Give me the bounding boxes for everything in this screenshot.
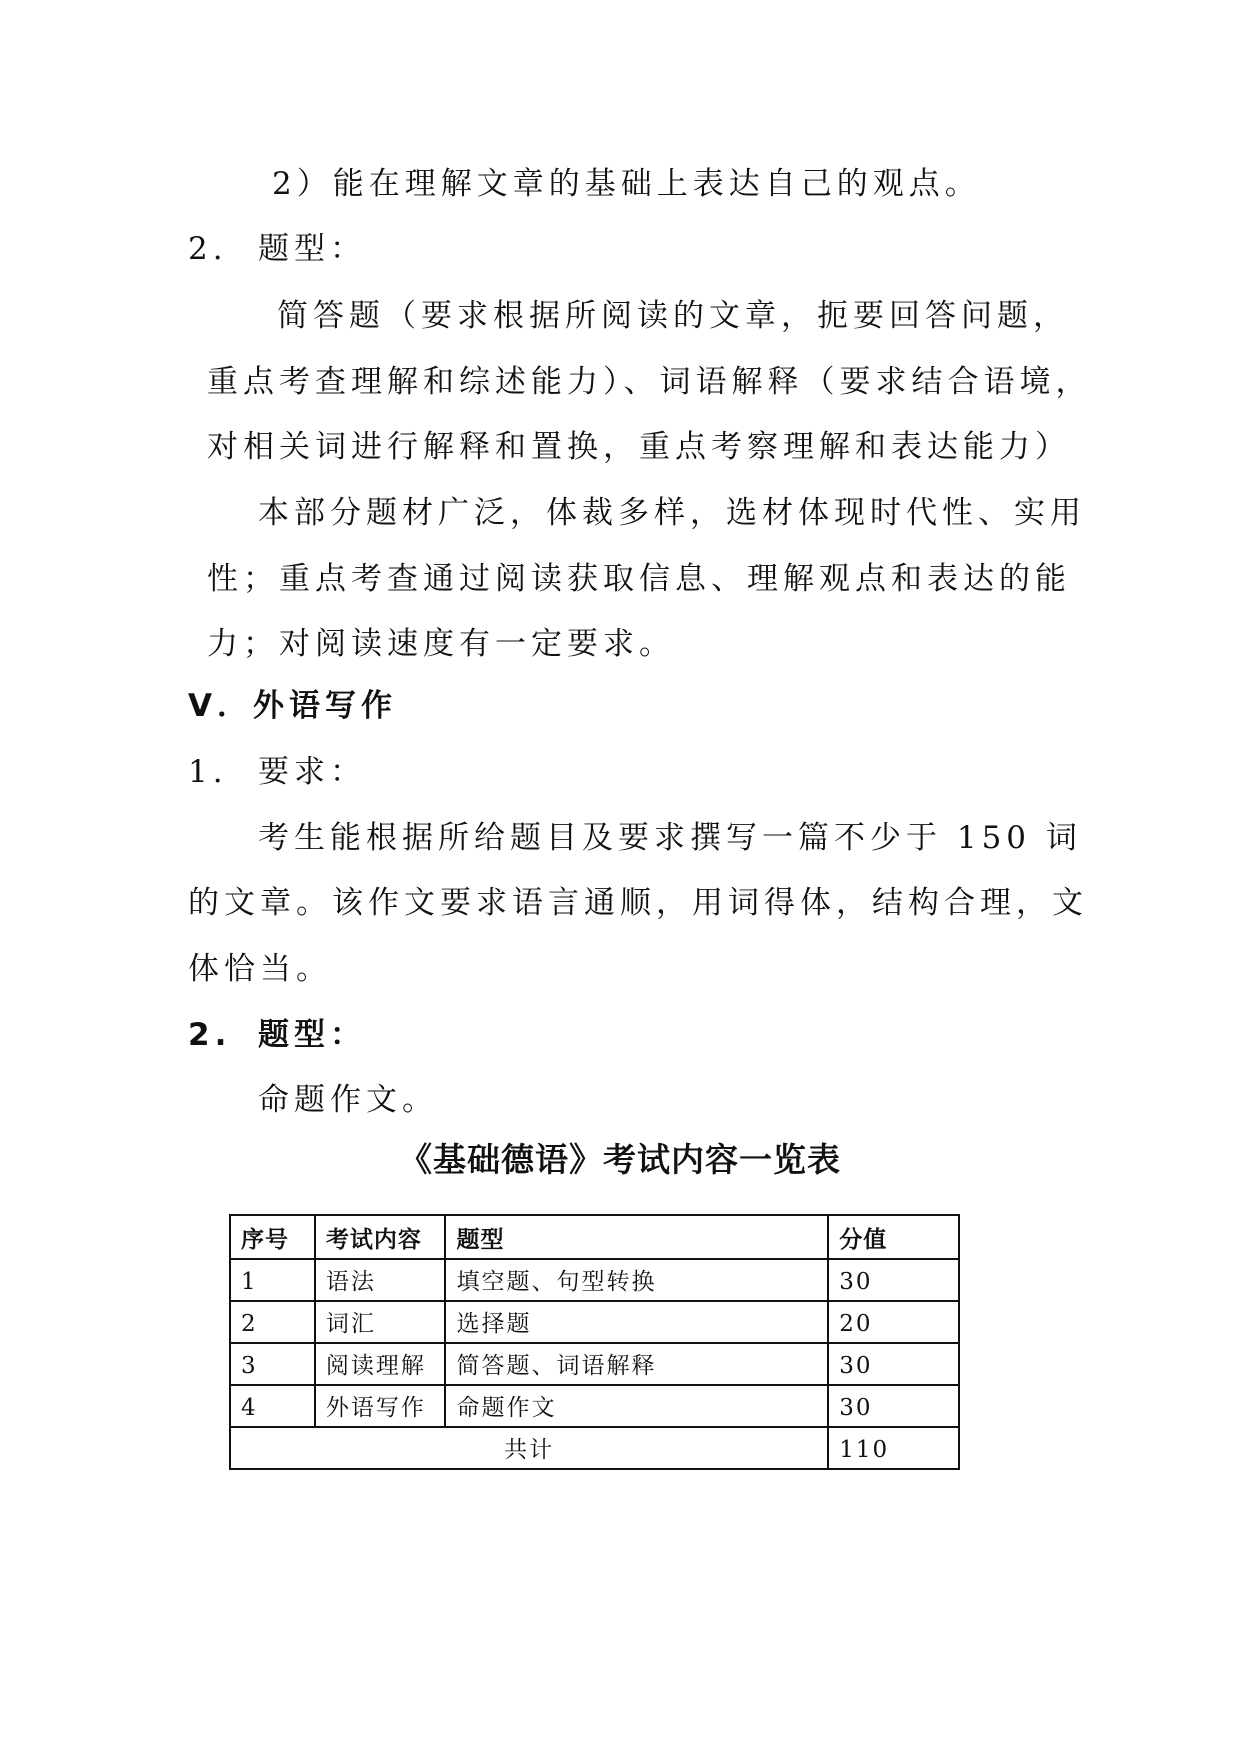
table-cell: 20 bbox=[828, 1301, 959, 1343]
table-cell: 选择题 bbox=[445, 1301, 828, 1343]
table-cell: 30 bbox=[828, 1343, 959, 1385]
table-row bbox=[230, 1259, 959, 1301]
table-cell: 2 bbox=[230, 1301, 315, 1343]
table-cell: 简答题、词语解释 bbox=[445, 1343, 828, 1385]
paragraph-line: 本部分题材广泛，体裁多样，选材体现时代性、实用 bbox=[258, 495, 1086, 531]
total-value-cell: 110 bbox=[828, 1427, 959, 1469]
section-heading-writing: V．外语写作 bbox=[188, 688, 397, 724]
table-total-row bbox=[230, 1427, 959, 1469]
paragraph-line: 性；重点考查通过阅读获取信息、理解观点和表达的能 bbox=[207, 561, 1071, 597]
table-cell: 4 bbox=[230, 1385, 315, 1427]
subsection-question-type-writing bbox=[188, 1015, 366, 1055]
table-row bbox=[230, 1301, 959, 1343]
subsection-label: 题型： bbox=[258, 231, 366, 267]
table-cell: 词汇 bbox=[315, 1301, 446, 1343]
subsection-label: 要求： bbox=[258, 754, 366, 790]
subsection-number: 2. bbox=[188, 231, 228, 267]
table-row bbox=[230, 1343, 959, 1385]
subsection-number: 2. bbox=[188, 1017, 232, 1053]
total-label-cell: 共计 bbox=[230, 1427, 828, 1469]
paragraph-line: 简答题（要求根据所阅读的文章，扼要回答问题， bbox=[277, 298, 1069, 334]
table-cell: 1 bbox=[230, 1259, 315, 1301]
subsection-requirements bbox=[188, 752, 366, 792]
paragraph-line: 重点考查理解和综述能力）、词语解释（要求结合语境， bbox=[207, 364, 1092, 400]
table-cell: 3 bbox=[230, 1343, 315, 1385]
table-cell: 外语写作 bbox=[315, 1385, 446, 1427]
paragraph-line: 命题作文。 bbox=[258, 1082, 438, 1118]
paragraph-line: 的文章。该作文要求语言通顺，用词得体，结构合理，文 bbox=[188, 885, 1088, 921]
ability-item-2: 2）能在理解文章的基础上表达自己的观点。 bbox=[272, 166, 981, 202]
table-cell: 语法 bbox=[315, 1259, 446, 1301]
subsection-question-type bbox=[188, 229, 366, 269]
header-cell-content: 考试内容 bbox=[315, 1215, 446, 1259]
paragraph-line: 考生能根据所给题目及要求撰写一篇不少于 150 词 bbox=[258, 820, 1082, 856]
table-cell: 30 bbox=[828, 1259, 959, 1301]
exam-content-table bbox=[229, 1214, 960, 1470]
table-row bbox=[230, 1385, 959, 1427]
table-cell: 命题作文 bbox=[445, 1385, 828, 1427]
header-cell-score: 分值 bbox=[828, 1215, 959, 1259]
subsection-label: 题型： bbox=[258, 1017, 366, 1053]
paragraph-line: 体恰当。 bbox=[188, 951, 332, 987]
table-cell: 填空题、句型转换 bbox=[445, 1259, 828, 1301]
paragraph-line: 力；对阅读速度有一定要求。 bbox=[207, 626, 675, 662]
subsection-number: 1. bbox=[188, 754, 228, 790]
table-title: 《基础德语》考试内容一览表 bbox=[399, 1140, 841, 1179]
header-cell-number: 序号 bbox=[230, 1215, 315, 1259]
paragraph-line: 对相关词进行解释和置换，重点考察理解和表达能力） bbox=[207, 429, 1071, 465]
header-cell-type: 题型 bbox=[445, 1215, 828, 1259]
table-header-row bbox=[230, 1215, 959, 1259]
table-cell: 30 bbox=[828, 1385, 959, 1427]
table-cell: 阅读理解 bbox=[315, 1343, 446, 1385]
